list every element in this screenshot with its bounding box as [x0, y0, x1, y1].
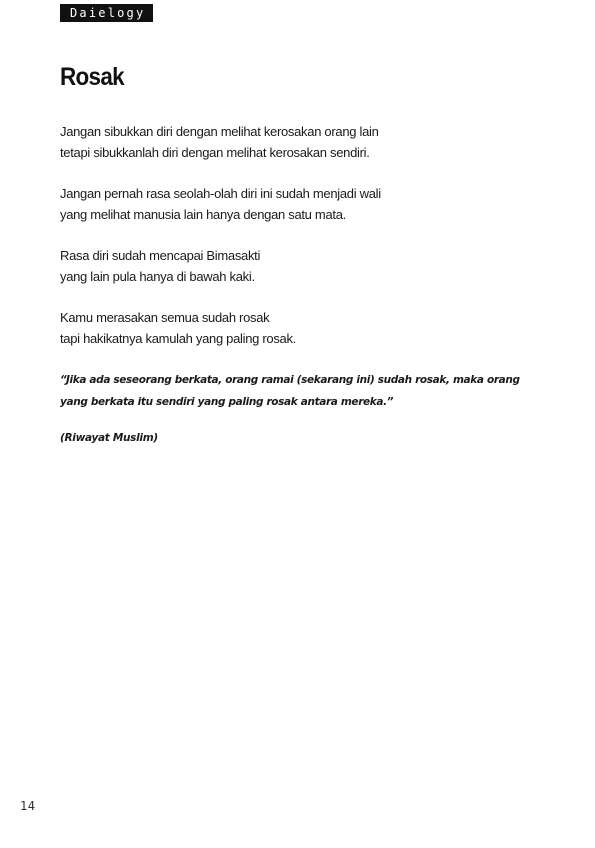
paragraph-line: Jangan sibukkan diri dengan melihat kerosakan orang lain: [60, 124, 379, 139]
paragraph: [60, 183, 420, 225]
quote-source: (Riwayat Muslim): [60, 432, 158, 444]
quote-line: “Jika ada seseorang berkata, orang ramai (sekarang ini) sudah rosak, maka orang: [60, 374, 520, 386]
paragraph-line: Kamu merasakan semua sudah rosak: [60, 310, 270, 325]
paragraph-line: yang melihat manusia lain hanya dengan satu mata.: [60, 207, 346, 222]
page-title: Rosak: [60, 63, 124, 91]
paragraph: [60, 245, 420, 287]
paragraph-line: Jangan pernah rasa seolah-olah diri ini sudah menjadi wali: [60, 186, 381, 201]
paragraph-line: tapi hakikatnya kamulah yang paling rosak.: [60, 331, 296, 346]
quote-line: yang berkata itu sendiri yang paling rosak antara mereka.”: [60, 396, 394, 408]
paragraph-line: yang lain pula hanya di bawah kaki.: [60, 269, 255, 284]
article-body: [60, 121, 540, 449]
page-number: 14: [20, 799, 36, 813]
paragraph-line: Rasa diri sudah mencapai Bimasakti: [60, 248, 261, 263]
hadith-quote: [60, 369, 540, 413]
book-title-tag: Daielogy: [60, 4, 153, 22]
paragraph: [60, 121, 420, 163]
paragraph: [60, 307, 420, 349]
paragraph-line: tetapi sibukkanlah diri dengan melihat kerosakan sendiri.: [60, 145, 370, 160]
